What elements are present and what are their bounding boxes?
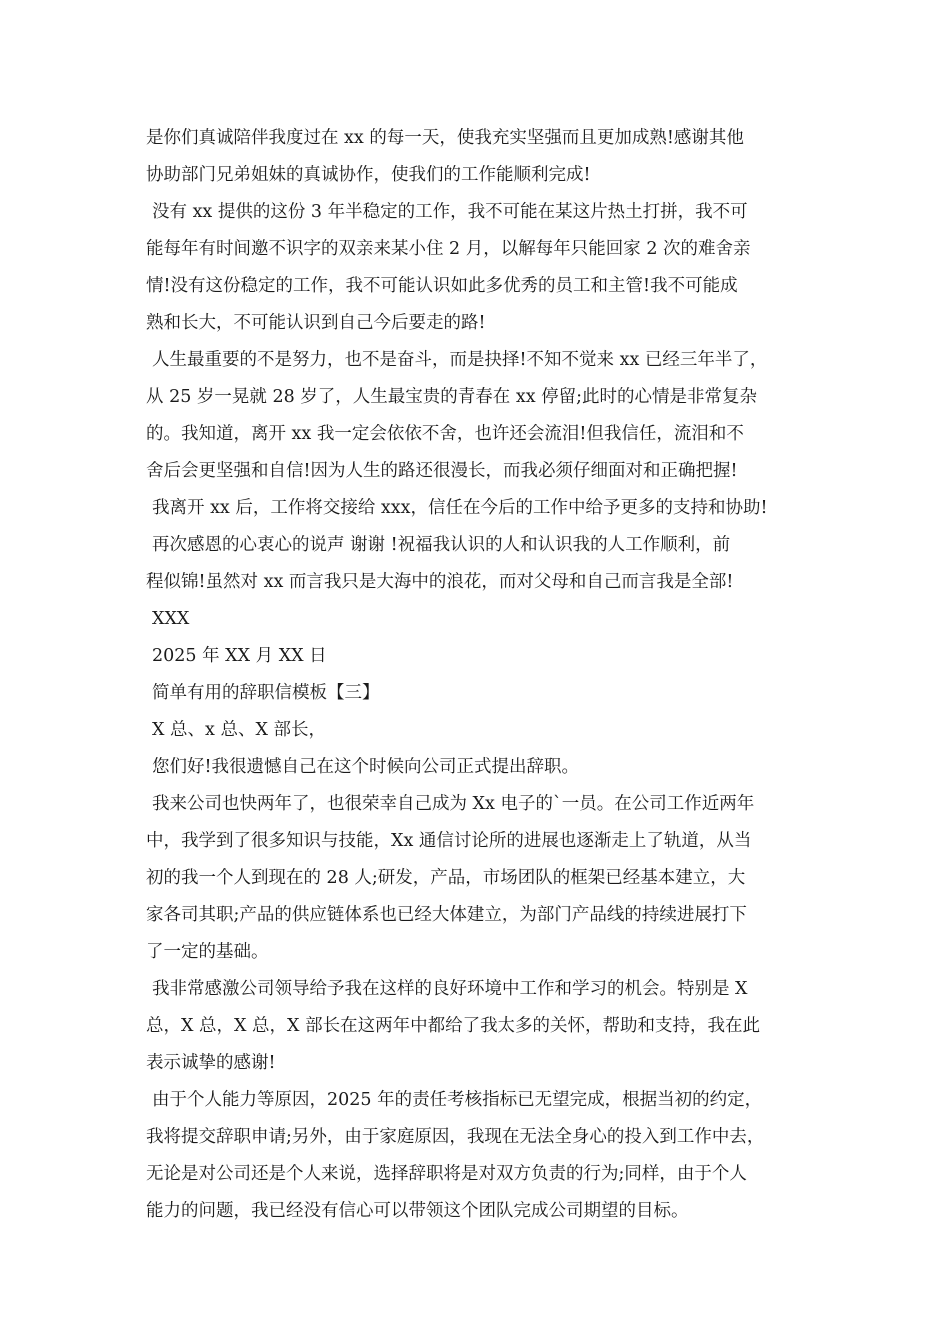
text-line: 表示诚挚的感谢! xyxy=(146,1053,276,1073)
text-line: 我将提交辞职申请;另外，由于家庭原因，我现在无法全身心的投入到工作中去， xyxy=(146,1127,765,1147)
paragraph-start-line: 人生最重要的不是努力，也不是奋斗，而是抉择!不知不觉来 xx 已经三年半了， xyxy=(152,350,768,370)
text-line: 情!没有这份稳定的工作，我不可能认识如此多优秀的员工和主管!我不可能成 xyxy=(146,276,738,296)
text-line: 了一定的基础。 xyxy=(146,942,269,962)
text-line: 的。我知道，离开 xx 我一定会依依不舍，也许还会流泪!但我信任，流泪和不 xyxy=(146,424,744,444)
paragraph-start-line: 再次感恩的心衷心的说声 谢谢 !祝福我认识的人和认识我的人工作顺利，前 xyxy=(152,535,731,555)
text-line: 程似锦!虽然对 xx 而言我只是大海中的浪花，而对父母和自己而言我是全部! xyxy=(146,572,734,592)
salutation: X 总、x 总、X 部长， xyxy=(152,720,326,740)
text-line: 总，X 总，X 总，X 部长在这两年中都给了我太多的关怀，帮助和支持，我在此 xyxy=(146,1016,761,1036)
section-heading: 简单有用的辞职信模板【三】 xyxy=(152,683,380,703)
paragraph-start-line: 我离开 xx 后，工作将交接给 xxx，信任在今后的工作中给予更多的支持和协助! xyxy=(152,498,768,518)
text-line: 熟和长大，不可能认识到自己今后要走的路! xyxy=(146,313,486,333)
text-line: 家各司其职;产品的供应链体系也已经大体建立，为部门产品线的持续进展打下 xyxy=(146,905,747,925)
paragraph-start-line: 您们好!我很遗憾自己在这个时候向公司正式提出辞职。 xyxy=(152,757,580,777)
text-line: 能每年有时间邀不识字的双亲来某小住 2 月，以解每年只能回家 2 次的难舍亲 xyxy=(146,239,751,259)
document-body xyxy=(146,120,811,1230)
signature-date: 2025 年 XX 月 XX 日 xyxy=(152,646,327,666)
text-line: 舍后会更坚强和自信!因为人生的路还很漫长，而我必须仔细面对和正确把握! xyxy=(146,461,738,481)
text-line: 是你们真诚陪伴我度过在 xx 的每一天，使我充实坚强而且更加成熟!感谢其他 xyxy=(146,128,744,148)
paragraph-start-line: 我来公司也快两年了，也很荣幸自己成为 Xx 电子的`一员。在公司工作近两年 xyxy=(152,794,755,814)
text-line: 协助部门兄弟姐妹的真诚协作，使我们的工作能顺利完成! xyxy=(146,165,591,185)
paragraph-start-line: 我非常感激公司领导给予我在这样的良好环境中工作和学习的机会。特别是 X xyxy=(152,979,748,999)
signature-name: XXX xyxy=(152,609,190,629)
text-line: 无论是对公司还是个人来说，选择辞职将是对双方负责的行为;同样，由于个人 xyxy=(146,1164,747,1184)
text-line: 中，我学到了很多知识与技能，Xx 通信讨论所的进展也逐渐走上了轨道，从当 xyxy=(146,831,752,851)
paragraph-start-line: 由于个人能力等原因，2025 年的责任考核指标已无望完成，根据当初的约定， xyxy=(152,1090,763,1110)
text-line: 从 25 岁一晃就 28 岁了，人生最宝贵的青春在 xx 停留;此时的心情是非常复杂 xyxy=(146,387,758,407)
text-line: 能力的问题，我已经没有信心可以带领这个团队完成公司期望的目标。 xyxy=(146,1201,689,1221)
paragraph-start-line: 没有 xx 提供的这份 3 年半稳定的工作，我不可能在某这片热土打拼，我不可 xyxy=(152,202,748,222)
text-line: 初的我一个人到现在的 28 人;研发，产品，市场团队的框架已经基本建立，大 xyxy=(146,868,746,888)
